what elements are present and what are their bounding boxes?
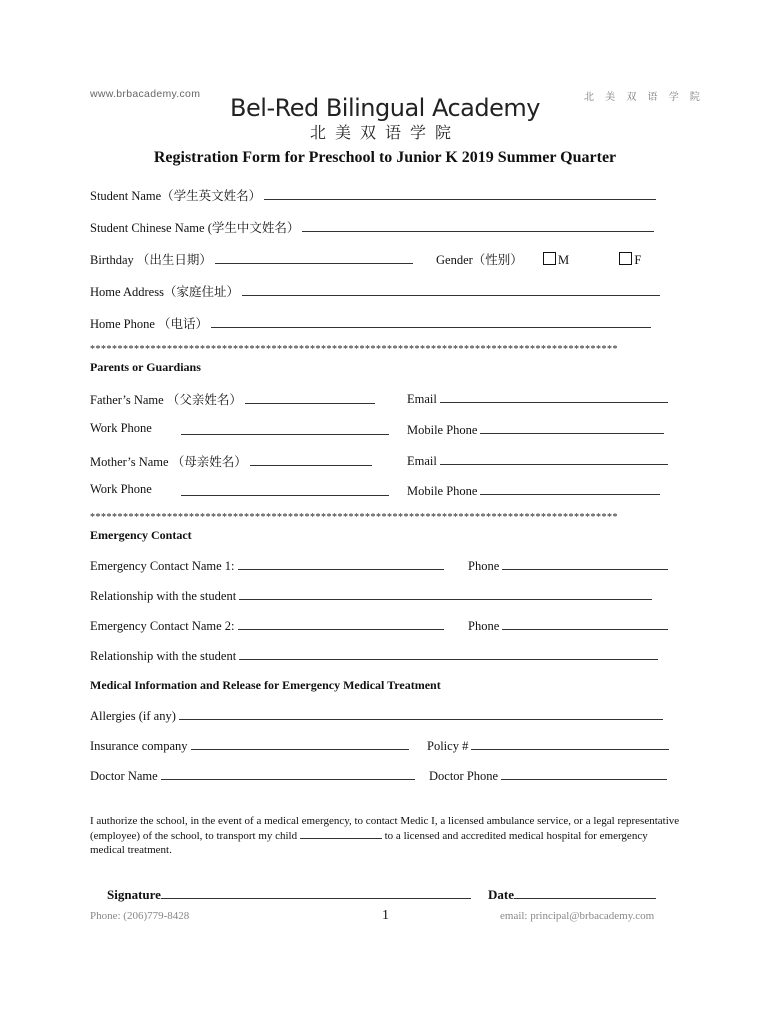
home-phone-row xyxy=(90,314,651,330)
mother-name-label: Mother’s Name （母亲姓名） xyxy=(90,455,247,469)
father-email-field[interactable] xyxy=(440,390,668,403)
gender-row xyxy=(436,250,641,266)
father-email-row xyxy=(407,390,668,406)
father-mobile-phone-row xyxy=(407,421,664,437)
authorization-paragraph xyxy=(90,814,680,857)
home-address-label: Home Address（家庭住址） xyxy=(90,285,239,299)
footer-email: email: principal@brbacademy.com xyxy=(500,910,655,922)
home-address-row xyxy=(90,282,660,298)
student-chinese-name-row xyxy=(90,218,654,234)
mother-mobile-phone-row xyxy=(407,482,660,498)
relationship-2-label: Relationship with the student xyxy=(90,649,237,663)
allergies-label: Allergies (if any) xyxy=(90,709,176,723)
emergency-phone-1-label: Phone xyxy=(468,559,500,573)
relationship-1-row xyxy=(90,587,652,603)
father-work-phone-row xyxy=(90,421,152,437)
student-name-label: Student Name（学生英文姓名） xyxy=(90,189,262,203)
emergency-contact-1-field[interactable] xyxy=(238,557,444,570)
doctor-name-field[interactable] xyxy=(161,767,415,780)
signature-row xyxy=(107,885,471,903)
doctor-phone-row xyxy=(429,767,667,783)
gender-m-checkbox[interactable] xyxy=(543,252,556,265)
doctor-name-row xyxy=(90,767,415,783)
emergency-phone-1-row xyxy=(468,557,668,573)
authorization-text-part2: to a licensed and accredited medical hospital for emergency medical treatment. xyxy=(90,830,648,856)
policy-row xyxy=(427,737,669,753)
policy-label: Policy # xyxy=(427,739,469,753)
emergency-contact-2-row xyxy=(90,617,444,633)
allergies-field[interactable] xyxy=(179,707,663,720)
separator-stars-1: ************************************************************************************************ xyxy=(90,344,618,355)
father-name-field[interactable] xyxy=(245,391,375,404)
father-work-phone-label: Work Phone xyxy=(90,421,152,435)
father-mobile-phone-field[interactable] xyxy=(480,421,664,434)
parents-heading: Parents or Guardians xyxy=(90,360,201,374)
date-label: Date xyxy=(488,887,514,902)
authorization-text-part1: I authorize the school, in the event of a medical emergency, to contact Medic I, a licensed ambulance service, or a legal representative (employee) of the school, to transport my child xyxy=(90,815,680,842)
mother-mobile-phone-label: Mobile Phone xyxy=(407,484,478,498)
signature-field[interactable] xyxy=(161,885,471,899)
father-name-label: Father’s Name （父亲姓名） xyxy=(90,393,242,407)
relationship-1-field[interactable] xyxy=(239,587,652,600)
insurance-label: Insurance company xyxy=(90,739,188,753)
mother-name-row xyxy=(90,452,372,468)
medical-heading: Medical Information and Release for Emergency Medical Treatment xyxy=(90,678,441,692)
student-name-row xyxy=(90,186,656,202)
mother-email-field[interactable] xyxy=(440,452,668,465)
student-name-field[interactable] xyxy=(264,187,656,200)
mother-mobile-phone-field[interactable] xyxy=(480,482,660,495)
emergency-contact-1-label: Emergency Contact Name 1: xyxy=(90,559,235,573)
page-number: 1 xyxy=(382,908,389,923)
gender-m-label: M xyxy=(558,253,570,267)
mother-email-label: Email xyxy=(407,454,437,468)
father-name-row xyxy=(90,390,375,406)
relationship-2-field[interactable] xyxy=(239,647,658,660)
child-name-field[interactable] xyxy=(300,828,382,839)
insurance-row xyxy=(90,737,409,753)
signature-label: Signature xyxy=(107,887,161,902)
birthday-field[interactable] xyxy=(215,251,413,264)
father-work-phone-field[interactable] xyxy=(181,422,389,435)
form-title: Registration Form for Preschool to Junior K 2019 Summer Quarter xyxy=(153,149,617,166)
home-phone-label: Home Phone （电话） xyxy=(90,317,209,331)
relationship-1-label: Relationship with the student xyxy=(90,589,237,603)
emergency-contact-2-field[interactable] xyxy=(238,617,444,630)
emergency-phone-1-field[interactable] xyxy=(502,557,668,570)
mother-work-phone-field[interactable] xyxy=(181,483,389,496)
doctor-phone-label: Doctor Phone xyxy=(429,769,499,783)
date-row xyxy=(488,885,656,903)
emergency-heading: Emergency Contact xyxy=(90,528,192,542)
emergency-contact-2-label: Emergency Contact Name 2: xyxy=(90,619,235,633)
chinese-name-small: 北 美 双 语 学 院 xyxy=(584,92,704,103)
mother-work-phone-label: Work Phone xyxy=(90,482,152,496)
mother-work-phone-row xyxy=(90,482,152,498)
allergies-row xyxy=(90,707,663,723)
footer-phone: Phone: (206)779-8428 xyxy=(90,910,190,922)
separator-stars-2: ************************************************************************************************ xyxy=(90,512,618,523)
emergency-phone-2-label: Phone xyxy=(468,619,500,633)
doctor-name-label: Doctor Name xyxy=(90,769,158,783)
doctor-phone-field[interactable] xyxy=(501,767,667,780)
home-phone-field[interactable] xyxy=(211,315,651,328)
relationship-2-row xyxy=(90,647,658,663)
birthday-label: Birthday （出生日期） xyxy=(90,253,212,267)
mother-email-row xyxy=(407,452,668,468)
emergency-phone-2-field[interactable] xyxy=(502,617,668,630)
date-field[interactable] xyxy=(514,885,656,899)
gender-label: Gender（性别） xyxy=(436,253,523,267)
insurance-field[interactable] xyxy=(191,737,409,750)
father-mobile-phone-label: Mobile Phone xyxy=(407,423,478,437)
gender-f-checkbox[interactable] xyxy=(619,252,632,265)
student-chinese-name-field[interactable] xyxy=(302,219,654,232)
brand-logo-text: Bel-Red Bilingual Academy xyxy=(230,94,540,122)
home-address-field[interactable] xyxy=(242,283,660,296)
website-url: www.brbacademy.com xyxy=(90,88,201,100)
emergency-contact-1-row xyxy=(90,557,444,573)
birthday-row xyxy=(90,250,413,266)
father-email-label: Email xyxy=(407,392,437,406)
policy-field[interactable] xyxy=(471,737,669,750)
emergency-phone-2-row xyxy=(468,617,668,633)
gender-f-label: F xyxy=(634,253,642,267)
student-chinese-name-label: Student Chinese Name (学生中文姓名） xyxy=(90,221,300,235)
brand-chinese-logo-text: 北美双语学院 xyxy=(309,123,460,142)
mother-name-field[interactable] xyxy=(250,453,372,466)
